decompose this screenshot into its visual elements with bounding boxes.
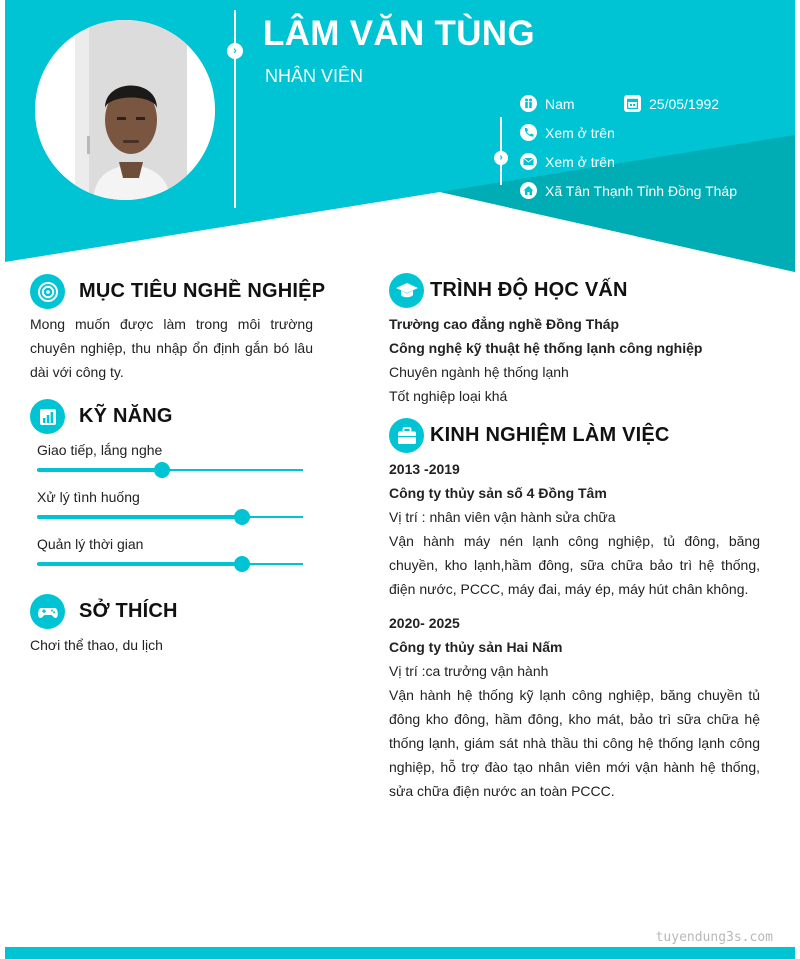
candidate-name: LÂM VĂN TÙNG [263,14,535,53]
job-position: Vị trí :ca trưởng vận hành [389,663,549,679]
email-icon [520,153,537,170]
skill-bar-fill [37,468,162,472]
education-heading [389,273,628,308]
education-major: Công nghệ kỹ thuật hệ thống lạnh công nghiệp [389,340,703,356]
job-position: Vị trí : nhân viên vận hành sửa chữa [389,509,616,525]
hobbies-text: Chơi thể thao, du lịch [30,637,163,653]
skills-title: KỸ NĂNG [79,405,173,427]
contact-gender [520,95,575,112]
job-company: Công ty thủy sản số 4 Đồng Tâm [389,485,607,501]
objective-title: MỤC TIÊU NGHỀ NGHIỆP [79,280,326,302]
watermark: tuyendung3s.com [655,930,773,945]
skill-label: Giao tiếp, lắng nghe [37,442,163,458]
header-banner [5,0,795,272]
header-divider [234,10,236,208]
education-school: Trường cao đẳng nghề Đồng Tháp [389,316,620,332]
home-icon [520,182,537,199]
email-value: Xem ở trên [545,153,615,170]
skill-bar [37,469,303,471]
skill-bar [37,516,303,518]
job-description: Vận hành hệ thống kỹ lạnh công nghiệp, băng chuyền tủ đông kho đông, hầm đông, kho mát, bảo trì sữa chữa hệ thống lạnh, giám sát nhà thầu thi công hệ thống lạnh công nghiệp, hỗ trợ đào tạo nhân viên mới vận hành hệ thống, sửa chữa điện nước an toàn PCCC. [389,687,760,799]
gender-value: Nam [545,95,575,112]
skill-bar-fill [37,515,242,519]
contact-address [520,182,737,199]
job-company: Công ty thủy sản Hai Nấm [389,639,563,655]
graduation-cap-icon [389,273,424,308]
skill-bar-knob [234,509,250,525]
job-period: 2020- 2025 [389,615,460,631]
contact-phone [520,124,615,141]
skill-bar-knob [234,556,250,572]
contact-birthday [624,95,719,112]
education-specialization: Chuyên ngành hệ thống lạnh [389,364,569,380]
objective-heading [30,274,325,309]
contact-email [520,153,615,170]
job-description: Vận hành máy nén lạnh công nghiệp, tủ đông, băng chuyền, kho lạnh,hầm đông, sữa chữa bảo trì hệ thống, điện nước, PCCC, máy đai, máy ép, máy hút chân không. [389,533,760,597]
skill-label: Quản lý thời gian [37,536,144,552]
job-period: 2013 -2019 [389,461,460,477]
bar-chart-icon [30,399,65,434]
education-grade: Tốt nghiệp loại khá [389,388,508,404]
education-title: TRÌNH ĐỘ HỌC VẤN [430,279,628,301]
gender-icon [520,95,537,112]
phone-icon [520,124,537,141]
chevron-right-icon: › [494,151,508,165]
footer-bar [5,947,795,959]
briefcase-icon [389,418,424,453]
calendar-icon [624,95,641,112]
skill-label: Xử lý tình huống [37,489,140,505]
address-value: Xã Tân Thạnh Tỉnh Đồng Tháp [545,182,737,199]
skill-bar [37,563,303,565]
experience-heading [389,418,670,453]
avatar-photo [35,20,215,200]
birthday-value: 25/05/1992 [649,95,720,112]
candidate-title: NHÂN VIÊN [265,66,364,86]
chevron-right-icon: › [227,43,243,59]
skills-heading [30,399,173,434]
avatar [35,20,215,200]
experience-title: KINH NGHIỆM LÀM VIỆC [430,424,670,446]
target-icon [30,274,65,309]
gamepad-icon [30,594,65,629]
hobbies-title: SỞ THÍCH [79,600,178,622]
skill-bar-knob [154,462,170,478]
objective-text: Mong muốn được làm trong môi trường chuyên nghiệp, thu nhập ổn định gắn bó lâu dài với công ty. [30,316,313,380]
skill-bar-fill [37,562,242,566]
hobbies-heading [30,594,178,629]
phone-value: Xem ở trên [545,124,615,141]
